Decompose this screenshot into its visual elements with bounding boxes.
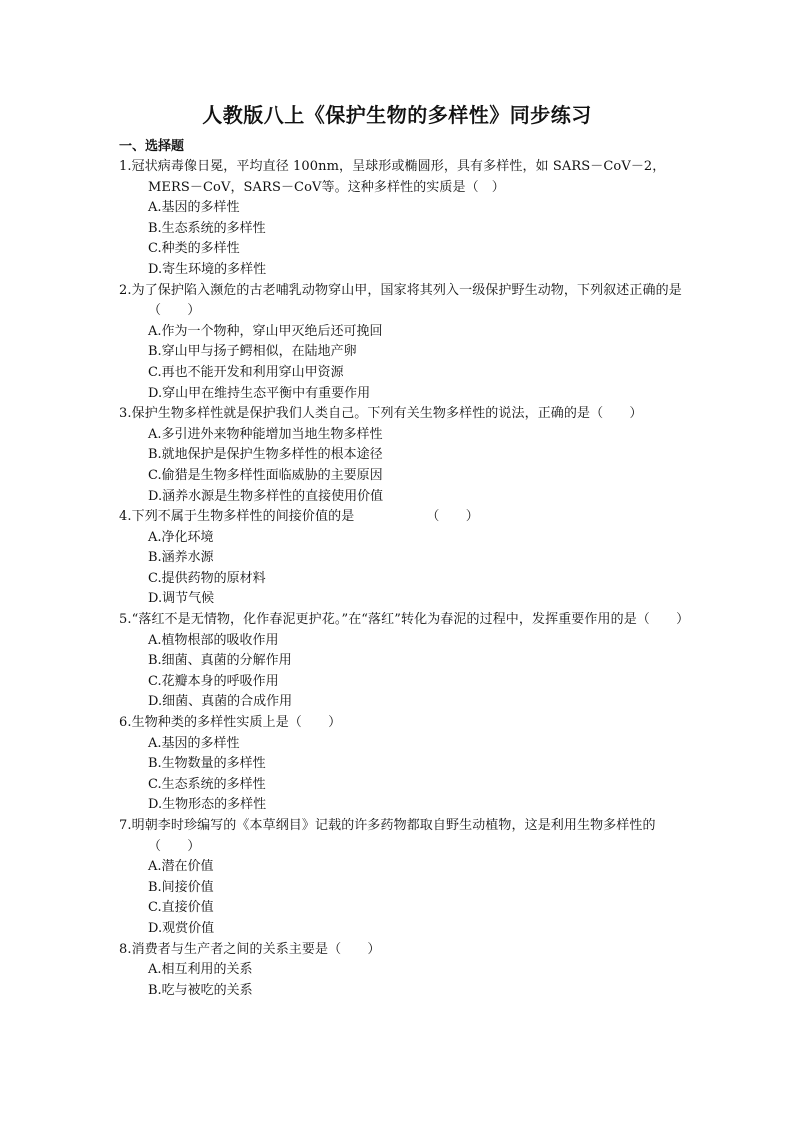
answer-option: D.生物形态的多样性	[148, 797, 267, 813]
question-text: 为了保护陷入濒危的古老哺乳动物穿山甲，国家将其列入一级保护野生动物，下列叙述正确的是（ ）	[131, 282, 682, 319]
question-item	[119, 816, 697, 940]
answer-option: A.多引进外来物种能增加当地生物多样性	[148, 426, 383, 442]
answer-option: C.提供药物的原材料	[148, 570, 266, 586]
question-number: 8.	[119, 941, 132, 957]
question-number: 5.	[119, 612, 132, 628]
question-number: 3.	[119, 406, 132, 422]
question-item	[119, 157, 697, 281]
answer-option: A.净化环境	[148, 529, 214, 545]
answer-option: A.基因的多样性	[148, 735, 240, 751]
question-stem	[119, 713, 697, 734]
question-list	[119, 157, 697, 1001]
question-text: 消费者与生产者之间的关系主要是（ ）	[131, 941, 381, 957]
option-list	[119, 198, 697, 280]
question-stem	[119, 281, 697, 322]
answer-option: C.直接价值	[148, 900, 214, 916]
answer-option: B.涵养水源	[148, 550, 214, 566]
question-stem	[119, 157, 697, 198]
answer-option: B.吃与被吃的关系	[148, 982, 253, 998]
answer-option: B.间接价值	[148, 879, 214, 895]
option-list	[119, 322, 697, 404]
answer-option: A.植物根部的吸收作用	[148, 632, 279, 648]
question-number: 2.	[119, 282, 132, 298]
question-stem	[119, 404, 697, 425]
answer-option: C.花瓣本身的呼吸作用	[148, 673, 279, 689]
question-stem	[119, 940, 697, 961]
answer-option: D.细菌、真菌的合成作用	[148, 694, 293, 710]
page-title: 人教版八上《保护生物的多样性》同步练习	[202, 103, 592, 127]
question-text: 生物种类的多样性实质上是（ ）	[131, 715, 342, 731]
answer-option: C.再也不能开发和利用穿山甲资源	[148, 364, 344, 380]
question-text: “落红不是无情物，化作春泥更护花。”在“落红”转化为春泥的过程中，发挥重要作用的是（ ）	[131, 612, 690, 628]
question-stem	[119, 816, 697, 857]
answer-option: B.穿山甲与扬子鳄相似，在陆地产卵	[148, 344, 357, 360]
answer-option: B.就地保护是保护生物多样性的根本途径	[148, 447, 383, 463]
question-text: 明朝李时珍编写的《本草纲目》记载的许多药物都取自野生动植物，这是利用生物多样性的（ ）	[131, 818, 656, 854]
answer-option: C.种类的多样性	[148, 241, 240, 257]
question-item	[119, 713, 697, 816]
answer-option: A.潜在价值	[148, 859, 214, 875]
question-number: 1.	[119, 159, 132, 174]
answer-option: D.观赏价值	[148, 920, 215, 936]
answer-option: A.相互利用的关系	[148, 962, 253, 978]
answer-option: B.生态系统的多样性	[148, 220, 266, 236]
question-number: 7.	[119, 818, 132, 833]
option-list	[119, 960, 697, 1001]
question-item	[119, 404, 697, 507]
answer-option: A.基因的多样性	[148, 200, 240, 216]
answer-option: C.偷猎是生物多样性面临威胁的主要原因	[148, 467, 383, 483]
question-number: 4.	[119, 509, 132, 525]
answer-option: B.生物数量的多样性	[148, 756, 266, 772]
question-text: 下列不属于生物多样性的间接价值的是 （ ）	[131, 509, 479, 525]
question-text: 保护生物多样性就是保护我们人类自己。下列有关生物多样性的说法，正确的是（ ）	[131, 406, 643, 422]
question-text: 冠状病毒像日冕，平均直径 100nm，呈球形或椭圆形，具有多样性，如 SARS－CoV－2，MERS－CoV，SARS－CoV等。这种多样性的实质是（ ）	[131, 159, 666, 195]
answer-option: B.细菌、真菌的分解作用	[148, 653, 292, 669]
option-list	[119, 734, 697, 816]
option-list	[119, 857, 697, 939]
question-stem	[119, 610, 697, 631]
answer-option: A.作为一个物种，穿山甲灭绝后还可挽回	[148, 323, 383, 339]
answer-option: D.涵养水源是生物多样性的直接使用价值	[148, 488, 384, 504]
answer-option: D.寄生环境的多样性	[148, 261, 267, 277]
option-list	[119, 425, 697, 507]
answer-option: D.调节气候	[148, 591, 215, 607]
question-item	[119, 940, 697, 1002]
question-stem	[119, 507, 697, 528]
question-item	[119, 281, 697, 405]
option-list	[119, 528, 697, 610]
question-number: 6.	[119, 715, 132, 731]
question-item	[119, 610, 697, 713]
section-heading: 一、选择题	[119, 139, 185, 154]
option-list	[119, 631, 697, 713]
answer-option: C.生态系统的多样性	[148, 776, 266, 792]
document-body	[119, 137, 697, 1001]
answer-option: D.穿山甲在维持生态平衡中有重要作用	[148, 385, 371, 401]
question-item	[119, 507, 697, 610]
